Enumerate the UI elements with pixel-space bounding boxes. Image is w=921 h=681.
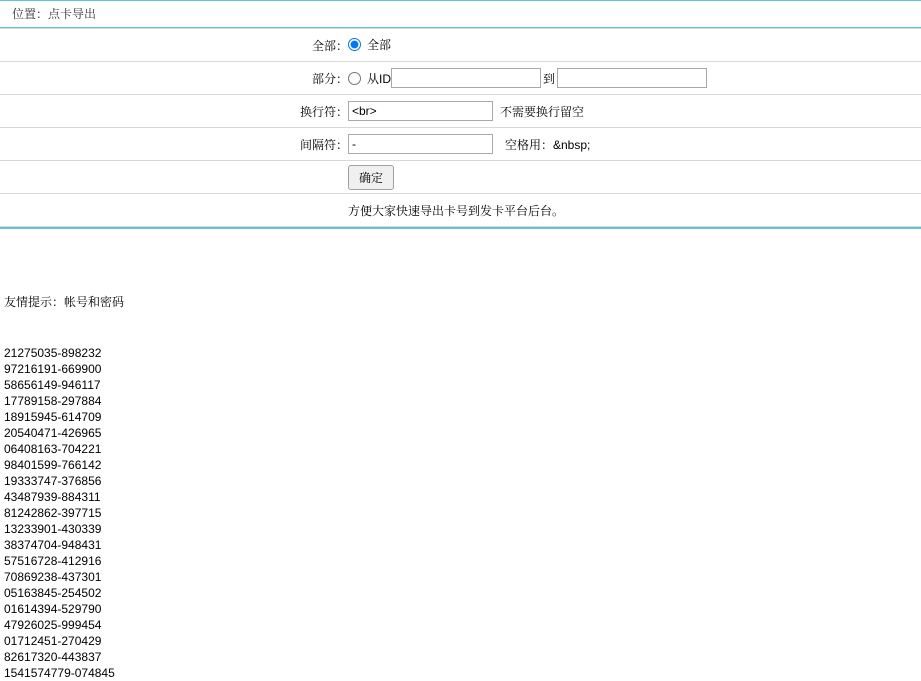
- code-line: 1541574779-074845: [4, 666, 115, 680]
- code-line: 58656149-946117: [4, 378, 101, 392]
- code-line: 05163845-254502: [4, 586, 102, 600]
- row-all: [0, 29, 921, 62]
- export-panel: [0, 0, 921, 229]
- code-line: 01712451-270429: [4, 634, 102, 648]
- code-line: 97216191-669900: [4, 362, 102, 376]
- code-list: [0, 345, 921, 681]
- row-submit: [0, 161, 921, 194]
- breadcrumb: 位置：点卡导出: [0, 1, 921, 28]
- code-line: 38374704-948431: [4, 538, 102, 552]
- code-line: 18915945-614709: [4, 410, 102, 424]
- code-line: 81242862-397715: [4, 506, 102, 520]
- separator-inputs: [348, 134, 921, 154]
- label-part: 部分：: [0, 62, 348, 95]
- code-line: 47926025-999454: [4, 618, 102, 632]
- label-submit-empty: [0, 161, 348, 194]
- code-line: 19333747-376856: [4, 474, 102, 488]
- linebreak-hint: 不需要换行留空: [500, 104, 585, 119]
- part-to-label: 到: [543, 71, 556, 86]
- code-line: 98401599-766142: [4, 458, 102, 472]
- label-note-empty: [0, 194, 348, 227]
- code-line: 82617320-443837: [4, 650, 102, 664]
- radio-part[interactable]: [348, 72, 361, 85]
- code-line: 20540471-426965: [4, 426, 102, 440]
- code-line: 70869238-437301: [4, 570, 102, 584]
- code-line: 13233901-430339: [4, 522, 102, 536]
- row-separator: [0, 128, 921, 161]
- field-linebreak: [348, 95, 921, 128]
- row-note: [0, 194, 921, 227]
- panel-bottom-border: [0, 227, 921, 228]
- radio-all-label: 全部: [367, 38, 392, 52]
- part-inputs: [348, 68, 921, 88]
- field-part: [348, 62, 921, 95]
- code-line: 17789158-297884: [4, 394, 102, 408]
- linebreak-input[interactable]: [348, 101, 493, 121]
- row-linebreak: [0, 95, 921, 128]
- id-to-input[interactable]: [557, 68, 707, 88]
- radio-all[interactable]: [348, 38, 361, 51]
- row-part: [0, 62, 921, 95]
- field-separator: [348, 128, 921, 161]
- field-submit: [348, 161, 921, 194]
- submit-button[interactable]: 确定: [348, 165, 394, 190]
- field-all: [348, 29, 921, 62]
- code-line: 06408163-704221: [4, 442, 102, 456]
- linebreak-inputs: [348, 101, 921, 121]
- separator-hint: 空格用：&nbsp;: [505, 137, 591, 152]
- code-line: 57516728-412916: [4, 554, 102, 568]
- code-line: 43487939-884311: [4, 490, 101, 504]
- code-line: 01614394-529790: [4, 602, 102, 616]
- radio-part-label: 从ID: [367, 71, 392, 86]
- label-separator: 间隔符：: [0, 128, 348, 161]
- separator-input[interactable]: [348, 134, 493, 154]
- form-note: 方便大家快速导出卡号到发卡平台后台。: [348, 194, 921, 227]
- label-linebreak: 换行符：: [0, 95, 348, 128]
- radio-all-wrap[interactable]: [348, 36, 391, 53]
- code-line: 21275035-898232: [4, 346, 102, 360]
- friendly-tips: 友情提示：帐号和密码: [4, 295, 125, 309]
- id-from-input[interactable]: [391, 68, 541, 88]
- label-all: 全部：: [0, 29, 348, 62]
- export-form: [0, 28, 921, 227]
